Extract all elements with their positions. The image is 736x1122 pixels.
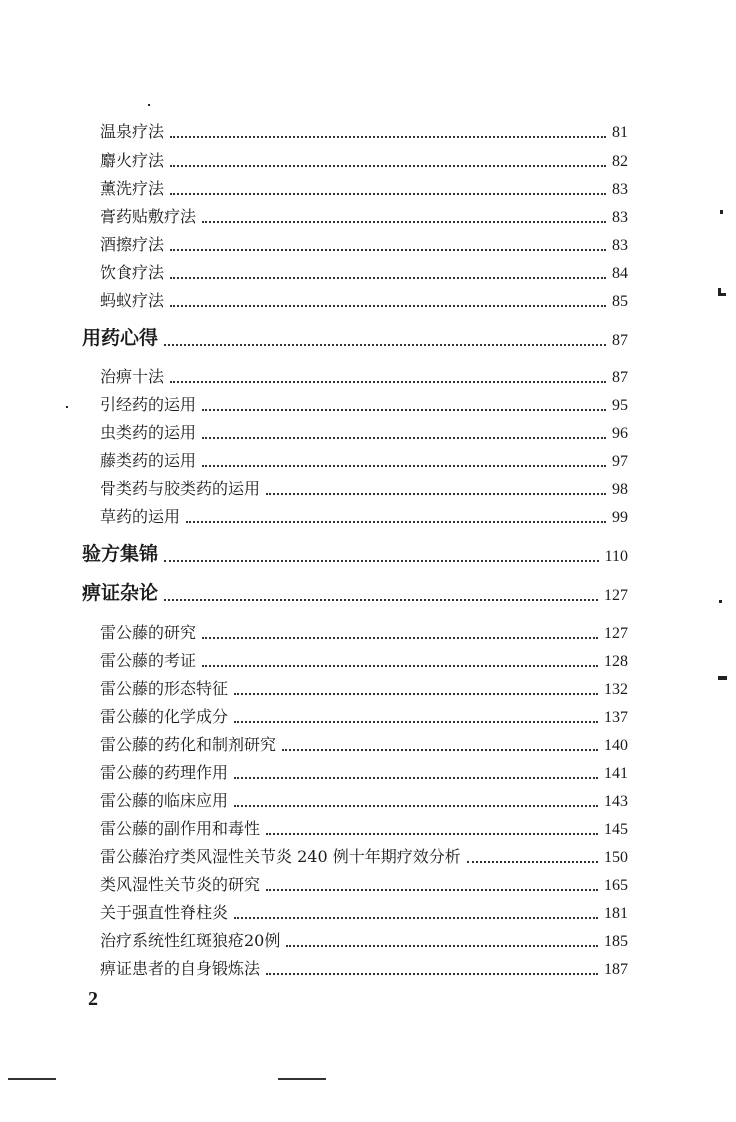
- toc-entry: [100, 731, 628, 755]
- toc-entry: [100, 899, 628, 923]
- toc-entry-page: 185: [604, 933, 628, 950]
- toc-entry-title: 雷公藤的临床应用: [100, 791, 229, 810]
- toc-entry-title: 雷公藤的研究: [100, 623, 197, 642]
- toc-leader: [186, 520, 606, 523]
- toc-entry: [100, 203, 628, 227]
- toc-leader: [170, 248, 606, 251]
- toc-entry-title: 薰洗疗法: [100, 179, 165, 198]
- toc-entry-page: 96: [612, 425, 628, 442]
- toc-entry-title: 雷公藤的药理作用: [100, 763, 229, 782]
- toc-entry-page: 83: [612, 237, 628, 254]
- toc-entry-title: 膏药贴敷疗法: [100, 207, 197, 226]
- toc-leader: [234, 720, 598, 723]
- toc-entry: [100, 759, 628, 783]
- toc-section-page: 110: [604, 548, 628, 565]
- toc-leader: [170, 276, 606, 279]
- toc-entry-page: 83: [612, 209, 628, 226]
- toc-section-title: 用药心得: [82, 327, 159, 349]
- toc-entry-title: 雷公藤治疗类风湿性关节炎 240 例十年期疗效分析: [100, 847, 461, 866]
- toc-entry: [100, 675, 628, 699]
- toc-entry: [100, 231, 628, 255]
- toc-entry-title: 虫类药的运用: [100, 423, 197, 442]
- toc-leader: [170, 380, 606, 383]
- toc-entry-page: 82: [612, 153, 628, 170]
- toc-leader: [234, 916, 598, 919]
- toc-entry-title: 关于强直性脊柱炎: [100, 903, 229, 922]
- toc-entry-title: 草药的运用: [100, 507, 181, 526]
- toc-entry-page: 140: [604, 737, 628, 754]
- toc-leader: [164, 598, 598, 601]
- toc-entry: [100, 647, 628, 671]
- toc-leader: [202, 220, 606, 223]
- toc-entry-title: 治痹十法: [100, 367, 165, 386]
- toc-leader: [266, 492, 606, 495]
- toc-entry-page: 150: [604, 849, 628, 866]
- toc-section-title: 验方集锦: [82, 543, 159, 565]
- toc-entry-page: 95: [612, 397, 628, 414]
- toc-leader: [170, 304, 606, 307]
- toc-leader: [170, 164, 606, 167]
- toc-entry: [100, 475, 628, 499]
- toc-leader: [234, 776, 598, 779]
- toc-entry-title: 温泉疗法: [100, 122, 165, 141]
- toc-entry-title: 饮食疗法: [100, 263, 165, 282]
- toc-entry-page: 83: [612, 181, 628, 198]
- toc-entry: [100, 147, 628, 171]
- toc-leader: [202, 464, 606, 467]
- toc-entry-page: 81: [612, 124, 628, 141]
- toc-leader: [202, 664, 598, 667]
- footer-rule: [278, 1078, 326, 1080]
- toc-entry-title: 骨类药与胶类药的运用: [100, 479, 261, 498]
- toc-entry: [100, 259, 628, 283]
- toc-leader: [202, 436, 606, 439]
- toc-entry: [100, 419, 628, 443]
- toc-entry: [100, 955, 628, 979]
- toc-entry-title: 雷公藤的药化和制剂研究: [100, 735, 277, 754]
- toc-leader: [282, 748, 598, 751]
- scan-speck: [718, 293, 726, 296]
- toc-entry-page: 137: [604, 709, 628, 726]
- toc-entry-page: 145: [604, 821, 628, 838]
- toc-leader: [467, 860, 598, 863]
- toc-entry-page: 84: [612, 265, 628, 282]
- toc-entry-page: 181: [604, 905, 628, 922]
- toc-entry-title: 雷公藤的副作用和毒性: [100, 819, 261, 838]
- toc-leader: [266, 888, 598, 891]
- toc-section: [82, 577, 628, 605]
- toc-entry-title: 藤类药的运用: [100, 451, 197, 470]
- toc-entry-page: 127: [604, 625, 628, 642]
- toc-section: [82, 322, 628, 350]
- scan-speck: [718, 676, 727, 680]
- toc-entry-page: 132: [604, 681, 628, 698]
- toc-entry-title: 类风湿性关节炎的研究: [100, 875, 261, 894]
- toc-entry-title: 麝火疗法: [100, 151, 165, 170]
- toc-entry-title: 治疗系统性红斑狼疮20例: [100, 931, 281, 950]
- toc-entry: [100, 703, 628, 727]
- toc-entry: [100, 927, 628, 951]
- toc-leader: [234, 692, 598, 695]
- scan-speck: [66, 406, 68, 408]
- toc-leader: [266, 972, 598, 975]
- toc-entry: [100, 503, 628, 527]
- toc-entry: [100, 118, 628, 142]
- toc-entry: [100, 363, 628, 387]
- footer-rule: [8, 1078, 56, 1080]
- toc-section-page: 127: [604, 587, 628, 604]
- toc-entry: [100, 619, 628, 643]
- toc-entry-page: 165: [604, 877, 628, 894]
- toc-entry: [100, 815, 628, 839]
- toc-entry-title: 引经药的运用: [100, 395, 197, 414]
- toc-leader: [286, 944, 598, 947]
- toc-entry: [100, 843, 628, 867]
- toc-leader: [170, 192, 606, 195]
- toc-entry: [100, 175, 628, 199]
- toc-entry-page: 85: [612, 293, 628, 310]
- scan-speck: [148, 104, 150, 106]
- toc-entry: [100, 871, 628, 895]
- toc-leader: [234, 804, 598, 807]
- toc-entry-page: 97: [612, 453, 628, 470]
- toc-leader: [170, 135, 606, 138]
- toc-section: [82, 538, 628, 566]
- toc-entry: [100, 287, 628, 311]
- toc-entry-page: 128: [604, 653, 628, 670]
- toc-entry-page: 99: [612, 509, 628, 526]
- toc-entry-page: 141: [604, 765, 628, 782]
- toc-entry-page: 187: [604, 961, 628, 978]
- toc-section-page: 87: [612, 332, 628, 349]
- toc-entry-title: 雷公藤的化学成分: [100, 707, 229, 726]
- toc-leader: [202, 408, 606, 411]
- scan-speck: [719, 600, 722, 603]
- toc-leader: [266, 832, 598, 835]
- scan-speck: [720, 210, 723, 214]
- page-number: 2: [88, 988, 98, 1010]
- toc-entry-page: 143: [604, 793, 628, 810]
- toc-entry-title: 痹证患者的自身锻炼法: [100, 959, 261, 978]
- toc-entry: [100, 391, 628, 415]
- toc-entry: [100, 447, 628, 471]
- toc-leader: [164, 559, 599, 562]
- toc-entry-page: 98: [612, 481, 628, 498]
- toc-entry-title: 雷公藤的形态特征: [100, 679, 229, 698]
- toc-entry-title: 蚂蚁疗法: [100, 291, 165, 310]
- toc-leader: [164, 343, 606, 346]
- toc-entry-title: 雷公藤的考证: [100, 651, 197, 670]
- toc-leader: [202, 636, 598, 639]
- toc-entry: [100, 787, 628, 811]
- toc-entry-title: 酒擦疗法: [100, 235, 165, 254]
- toc-entry-page: 87: [612, 369, 628, 386]
- toc-section-title: 痹证杂论: [82, 582, 159, 604]
